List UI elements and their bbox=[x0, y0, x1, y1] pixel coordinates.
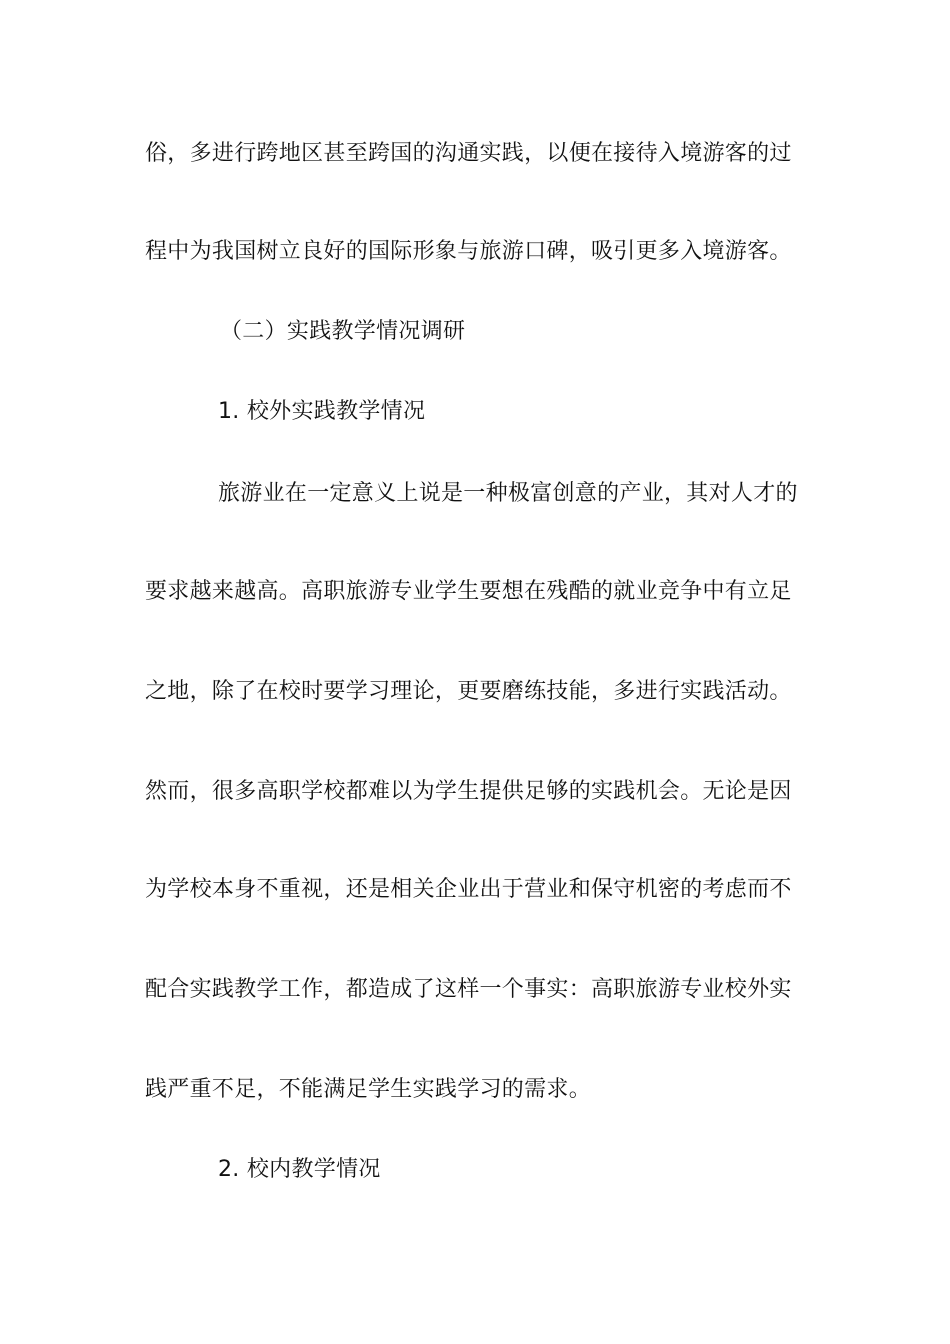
subsection-heading: 2. 校内教学情况 bbox=[218, 1157, 381, 1182]
paragraph-line: 旅游业在一定意义上说是一种极富创意的产业，其对人才的 bbox=[218, 481, 798, 506]
section-heading: （二）实践教学情况调研 bbox=[220, 319, 466, 344]
paragraph-line: 践严重不足，不能满足学生实践学习的需求。 bbox=[145, 1077, 592, 1102]
paragraph-line: 要求越来越高。高职旅游专业学生要想在残酷的就业竞争中有立足 bbox=[145, 579, 792, 604]
paragraph-line: 之地，除了在校时要学习理论，更要磨练技能，多进行实践活动。 bbox=[145, 679, 792, 704]
paragraph-line: 俗，多进行跨地区甚至跨国的沟通实践，以便在接待入境游客的过 bbox=[145, 141, 792, 166]
subsection-heading: 1. 校外实践教学情况 bbox=[218, 399, 426, 424]
paragraph-line: 程中为我国树立良好的国际形象与旅游口碑，吸引更多入境游客。 bbox=[145, 239, 792, 264]
paragraph-line: 然而，很多高职学校都难以为学生提供足够的实践机会。无论是因 bbox=[145, 779, 792, 804]
paragraph-line: 为学校本身不重视，还是相关企业出于营业和保守机密的考虑而不 bbox=[145, 877, 792, 902]
paragraph-line: 配合实践教学工作，都造成了这样一个事实：高职旅游专业校外实 bbox=[145, 977, 792, 1002]
